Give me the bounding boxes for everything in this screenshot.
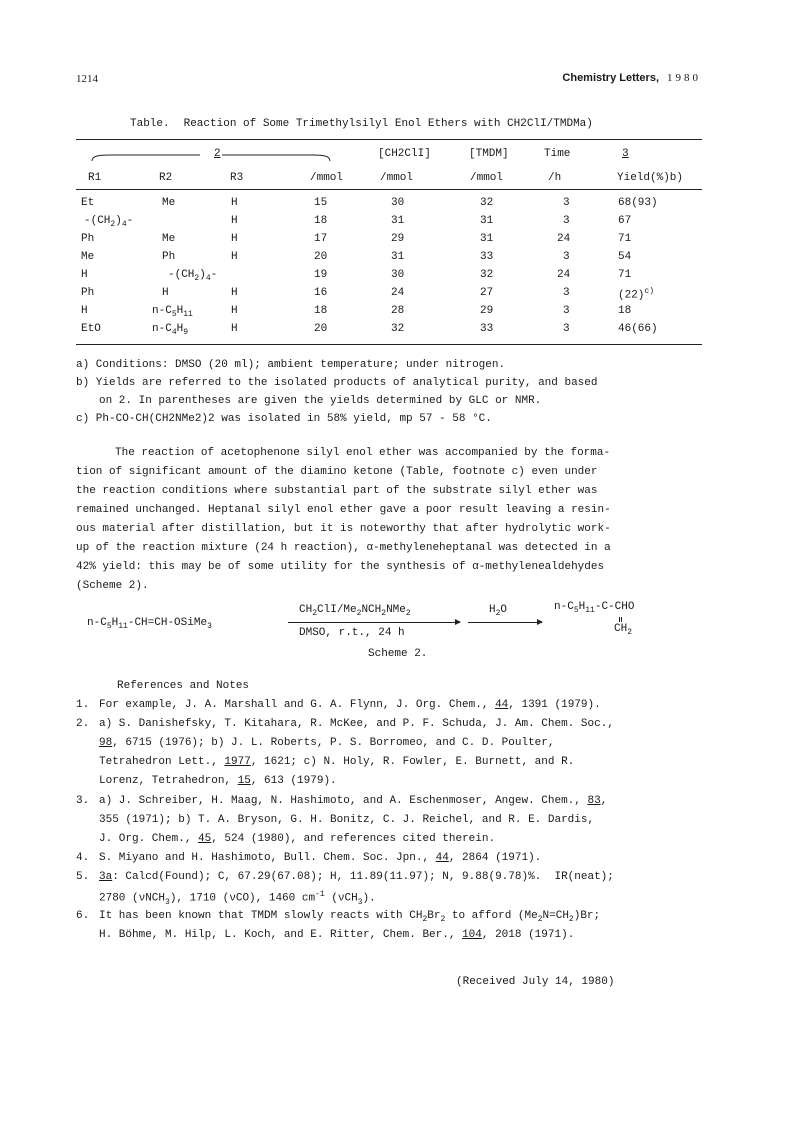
cell-mmol: 20 xyxy=(314,251,328,263)
cell-r2: H xyxy=(162,287,169,299)
ref-line: 3a: Calcd(Found); C, 67.29(67.08); H, 11.89(11.97); N, 9.88(9.78)%. IR(neat); xyxy=(99,871,614,883)
cell-ch2cli: 31 xyxy=(391,251,405,263)
cell-tmdm: 31 xyxy=(480,215,494,227)
cell-ch2cli: 28 xyxy=(391,305,405,317)
cell-r3: H xyxy=(231,215,238,227)
col-yield: Yield(%)b) xyxy=(617,172,684,184)
cell-tmdm: 27 xyxy=(480,287,494,299)
footnote-b: b) Yields are referred to the isolated products of analytical purity, and based xyxy=(76,377,598,389)
cell-ch2cli: 30 xyxy=(391,197,405,209)
paragraph-line: (Scheme 2). xyxy=(76,580,149,592)
cell-r1: H xyxy=(81,269,88,281)
cell-time: 24 xyxy=(557,233,571,245)
paragraph-line: ous material after distillation, but it is noteworthy that after hydrolytic work- xyxy=(76,523,611,535)
cell-r2: $n-C_4H_9$ xyxy=(152,323,189,338)
cell-time: 3 xyxy=(563,323,570,335)
paragraph-line: up of the reaction mixture (24 h reaction), α-methyleneheptanal was detected in a xyxy=(76,542,611,554)
scheme-caption: Scheme 2. xyxy=(368,648,428,660)
cell-ch2cli: 32 xyxy=(391,323,405,335)
ref-line: S. Miyano and H. Hashimoto, Bull. Chem. Soc. Jpn., 44, 2864 (1971). xyxy=(99,852,542,864)
col-r1: R1 xyxy=(88,172,102,184)
cell-tmdm: 32 xyxy=(480,197,494,209)
cell-mmol: 15 xyxy=(314,197,328,209)
journal-name: Chemistry Letters, xyxy=(562,72,659,84)
page-number: 1214 xyxy=(76,73,98,85)
cell-r1: Ph xyxy=(81,287,95,299)
cell-ch2cli: 30 xyxy=(391,269,405,281)
cell-yield: 71 xyxy=(618,269,632,281)
paragraph-line: remained unchanged. Heptanal silyl enol ether gave a poor result leaving a resin- xyxy=(76,504,611,516)
ref-line: Lorenz, Tetrahedron, 15, 613 (1979). xyxy=(99,775,337,787)
cell-time: 24 xyxy=(557,269,571,281)
cell-r1: Ph xyxy=(81,233,95,245)
table-header-rule xyxy=(76,189,702,190)
received-date: (Received July 14, 1980) xyxy=(456,976,615,988)
cell-time: 3 xyxy=(563,305,570,317)
col-r2: R2 xyxy=(159,172,173,184)
ref-line: For example, J. A. Marshall and G. A. Flynn, J. Org. Chem., 44, 1391 (1979). xyxy=(99,699,601,711)
col-r3: R3 xyxy=(230,172,244,184)
scheme-reagent-bottom: DMSO, r.t., 24 h xyxy=(299,627,405,639)
col-time: Time xyxy=(544,148,571,160)
col-ch2cli: [CH2ClI] xyxy=(378,148,431,160)
cell-tmdm: 32 xyxy=(480,269,494,281)
references-heading: References and Notes xyxy=(117,680,250,692)
cell-mmol: 18 xyxy=(314,305,328,317)
cell-time: 3 xyxy=(563,215,570,227)
cell-yield: 54 xyxy=(618,251,632,263)
cell-mmol: 20 xyxy=(314,323,328,335)
cell-r3: H xyxy=(231,251,238,263)
col-tmdm: [TMDM] xyxy=(469,148,509,160)
paragraph-line: tion of significant amount of the diamino ketone (Table, footnote c) even under xyxy=(76,466,598,478)
cell-mmol: 19 xyxy=(314,269,328,281)
cell-tmdm: 31 xyxy=(480,233,494,245)
cell-r1: EtO xyxy=(81,323,101,335)
ref-line: J. Org. Chem., 45, 524 (1980), and references cited therein. xyxy=(99,833,496,845)
ref-line: a) S. Danishefsky, T. Kitahara, R. McKee, and P. F. Schuda, J. Am. Chem. Soc., xyxy=(99,718,614,730)
cell-time: 3 xyxy=(563,251,570,263)
cell-r3: H xyxy=(231,287,238,299)
ref-line: 355 (1971); b) T. A. Bryson, G. H. Bonitz, C. J. Reichel, and R. E. Dardis, xyxy=(99,814,595,826)
group-brace xyxy=(90,149,332,163)
table-caption: Reaction of Some Trimethylsilyl Enol Ethers with CH2ClI/TMDMa) xyxy=(183,118,593,130)
cell-mmol: 18 xyxy=(314,215,328,227)
footnote-b-cont: on 2. In parentheses are given the yields determined by GLC or NMR. xyxy=(99,395,542,407)
cell-mmol: 17 xyxy=(314,233,328,245)
table-label: Table. xyxy=(130,118,170,130)
paragraph-line: 42% yield: this may be of some utility for the synthesis of α-methylenealdehydes xyxy=(76,561,605,573)
table-bottom-rule xyxy=(76,344,702,345)
cell-tmdm: 33 xyxy=(480,323,494,335)
col-tmdm-unit: /mmol xyxy=(470,172,504,184)
cell-yield: 68(93) xyxy=(618,197,658,209)
ref-line: Tetrahedron Lett., 1977, 1621; c) N. Holy, R. Fowler, E. Burnett, and R. xyxy=(99,756,575,768)
ref-line: a) J. Schreiber, H. Maag, N. Hashimoto, and A. Eschenmoser, Angew. Chem., 83, xyxy=(99,795,608,807)
double-bond-mark xyxy=(621,617,623,622)
ref-line: 98, 6715 (1976); b) J. L. Roberts, P. S. Borromeo, and C. D. Poulter, xyxy=(99,737,555,749)
scheme-product-ch2: $CH_2$ xyxy=(614,623,633,638)
cell-tmdm: 33 xyxy=(480,251,494,263)
scheme-reactant: $n-C_5H_{11}-CH=CH-OSiMe_3$ xyxy=(87,617,212,632)
ref-line: 2780 (νNCH$_3$), 1710 (νCO), 1460 $cm^{-1}$ (νCH$_3$). xyxy=(99,890,376,907)
table-top-rule xyxy=(76,139,702,140)
cell-ch2cli: 24 xyxy=(391,287,405,299)
cell-mmol: 16 xyxy=(314,287,328,299)
scheme-arrow-2 xyxy=(468,622,542,623)
cell-r1: H xyxy=(81,305,88,317)
ref-line: H. Böhme, M. Hilp, L. Koch, and E. Ritter, Chem. Ber., 104, 2018 (1971). xyxy=(99,929,575,941)
paragraph-line: the reaction conditions where substantial part of the substrate silyl ether was xyxy=(76,485,598,497)
cell-ch2cli: 29 xyxy=(391,233,405,245)
scheme-arrow-1 xyxy=(288,622,460,623)
cell-yield: 71 xyxy=(618,233,632,245)
cell-r2: Me xyxy=(162,197,176,209)
ref-number: 5. xyxy=(76,871,90,883)
ref-number: 4. xyxy=(76,852,90,864)
cell-yield: 67 xyxy=(618,215,632,227)
col-yield-compound: 3 xyxy=(622,148,629,160)
col-ch2cli-unit: /mmol xyxy=(380,172,414,184)
cell-yield: $(22)^{c)}$ xyxy=(618,287,655,302)
cell-yield: 18 xyxy=(618,305,632,317)
footnote-a: a) Conditions: DMSO (20 ml); ambient temperature; under nitrogen. xyxy=(76,359,506,371)
ref-number: 6. xyxy=(76,910,90,922)
footnote-c: c) Ph-CO-CH(CH2NMe2)2 was isolated in 58% yield, mp 57 - 58 °C. xyxy=(76,413,492,425)
cell-r2: Ph xyxy=(162,251,176,263)
journal-year: 1980 xyxy=(667,72,701,84)
cell-tmdm: 29 xyxy=(480,305,494,317)
scheme-step-2: $H_2O$ xyxy=(489,604,508,619)
cell-time: 3 xyxy=(563,197,570,209)
cell-r2: $n-C_5H_{11}$ xyxy=(152,305,193,320)
cell-r1: $-(CH_2)_4-$ xyxy=(84,215,134,230)
cell-r3: H xyxy=(231,305,238,317)
cell-r2: $-(CH_2)_4-$ xyxy=(168,269,218,284)
col-time-unit: /h xyxy=(548,172,562,184)
scheme-product: $n-C_5H_{11}-C$-CHO xyxy=(554,601,635,616)
col-mmol: /mmol xyxy=(310,172,344,184)
cell-r2: Me xyxy=(162,233,176,245)
journal-header xyxy=(562,72,701,84)
cell-r3: H xyxy=(231,233,238,245)
ref-number: 3. xyxy=(76,795,90,807)
paragraph-line: The reaction of acetophenone silyl enol ether was accompanied by the forma- xyxy=(115,447,611,459)
cell-r3: H xyxy=(231,323,238,335)
cell-ch2cli: 31 xyxy=(391,215,405,227)
cell-r1: Me xyxy=(81,251,95,263)
cell-r3: H xyxy=(231,197,238,209)
cell-yield: 46(66) xyxy=(618,323,658,335)
cell-time: 3 xyxy=(563,287,570,299)
group-label: 2 xyxy=(214,148,221,160)
cell-r1: Et xyxy=(81,197,95,209)
table-title xyxy=(130,118,593,130)
ref-number: 2. xyxy=(76,718,90,730)
ref-number: 1. xyxy=(76,699,90,711)
scheme-reagent-top: $CH_2ClI/Me_2NCH_2NMe_2$ xyxy=(299,604,411,619)
ref-line: It has been known that TMDM slowly reacts with $CH_2Br_2$ to afford $(Me_2N=CH_2)Br$; xyxy=(99,910,601,925)
